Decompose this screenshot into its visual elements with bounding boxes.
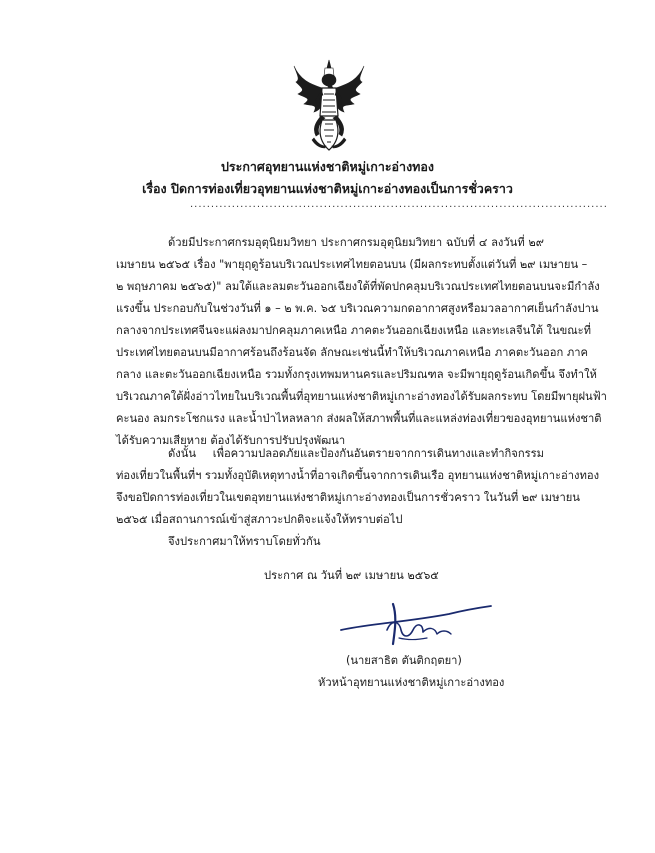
text-line: ได้รับความเสียหาย ต้องได้รับการปรับปรุงพัฒนา — [116, 434, 346, 447]
text-line: กลางจากประเทศจีนจะแผ่ลงมาปกคลุมภาคเหนือ ภาคตะวันออกเฉียงเหนือ และทะเลจีนใต้ ในขณะที่ — [116, 324, 592, 337]
text-line: ประเทศไทยตอนบนมีอากาศร้อนถึงร้อนจัด ลักษณะเช่นนี้ทำให้บริเวณภาคเหนือ ภาคตะวันออก ภาค — [116, 346, 588, 359]
announcement-subject: เรื่อง ปิดการท่องเที่ยวอุทยานแห่งชาติหมู่เกาะอ่างทองเป็นการชั่วคราว — [142, 181, 513, 196]
text-line: ท่องเที่ยวในพื้นที่ฯ รวมทั้งอุบัติเหตุทางน้ำที่อาจเกิดขึ้นจากการเดินเรือ อุทยานแห่งชาติหมู่เกาะอ่างทอง — [116, 469, 600, 482]
text-line: บริเวณภาคใต้ฝั่งอ่าวไทยในบริเวณพื้นที่อุทยานแห่งชาติหมู่เกาะอ่างทองได้รับผลกระทบ โดยมีพายุฝนฟ้า — [116, 390, 607, 403]
text-line: ด้วยมีประกาศกรมอุตุนิยมวิทยา ประกาศกรมอุตุนิยมวิทยา ฉบับที่ ๔ ลงวันที่ ๒๙ — [168, 236, 544, 249]
text-line: คะนอง ลมกระโชกแรง และน้ำป่าไหลหลาก ส่งผลให้สภาพพื้นที่และแหล่งท่องเที่ยวของอุทยานแห่งชาติ — [116, 412, 602, 425]
dotted-divider: .................................................................................................... — [190, 199, 608, 210]
text-line: จึงขอปิดการท่องเที่ยวในเขตอุทยานแห่งชาติหมู่เกาะอ่างทองเป็นการชั่วคราว ในวันที่ ๒๙ เมษายน — [116, 491, 580, 504]
text-line: ดังนั้น เพื่อความปลอดภัยและป้องกันอันตรายจากการเดินทางและทำกิจกรรม — [168, 447, 544, 460]
paragraph-background — [116, 232, 607, 452]
handwritten-signature-icon — [337, 600, 497, 648]
paragraph-closure-notice — [116, 443, 600, 531]
text-line: กลาง และตะวันออกเฉียงเหนือ รวมทั้งกรุงเทพมหานครและปริมณฑล จะมีพายุฤดูร้อนเกิดขึ้น จึงทำให้ — [116, 368, 597, 381]
announcement-title: ประกาศอุทยานแห่งชาติหมู่เกาะอ่างทอง — [220, 159, 435, 174]
signer-title: หัวหน้าอุทยานแห่งชาติหมู่เกาะอ่างทอง — [318, 676, 505, 689]
text-line: แรงขึ้น ประกอบกับในช่วงวันที่ ๑ – ๒ พ.ค. ๖๕ บริเวณความกดอากาศสูงหรือมวลอากาศเย็นกำลังปาน — [116, 302, 599, 315]
closing-statement: จึงประกาศมาให้ทราบโดยทั่วกัน — [168, 535, 321, 548]
announcement-date: ประกาศ ณ วันที่ ๒๙ เมษายน ๒๕๖๕ — [264, 569, 439, 582]
text-line: ๒ พฤษภาคม ๒๕๖๕)" ลมใต้และลมตะวันออกเฉียงใต้ที่พัดปกคลุมบริเวณประเทศไทยตอนบนจะมีกำลัง — [116, 280, 600, 293]
text-line: เมษายน ๒๕๖๕ เรื่อง "พายุฤดูร้อนบริเวณประเทศไทยตอนบน (มีผลกระทบตั้งแต่วันที่ ๒๙ เมษายน – — [116, 258, 588, 271]
text-line: ๒๕๖๕ เมื่อสถานการณ์เข้าสู่สภาวะปกติจะแจ้งให้ทราบต่อไป — [116, 513, 403, 526]
signer-name: (นายสาธิต ตันติกฤตยา) — [346, 654, 462, 667]
garuda-emblem-icon — [292, 58, 366, 152]
